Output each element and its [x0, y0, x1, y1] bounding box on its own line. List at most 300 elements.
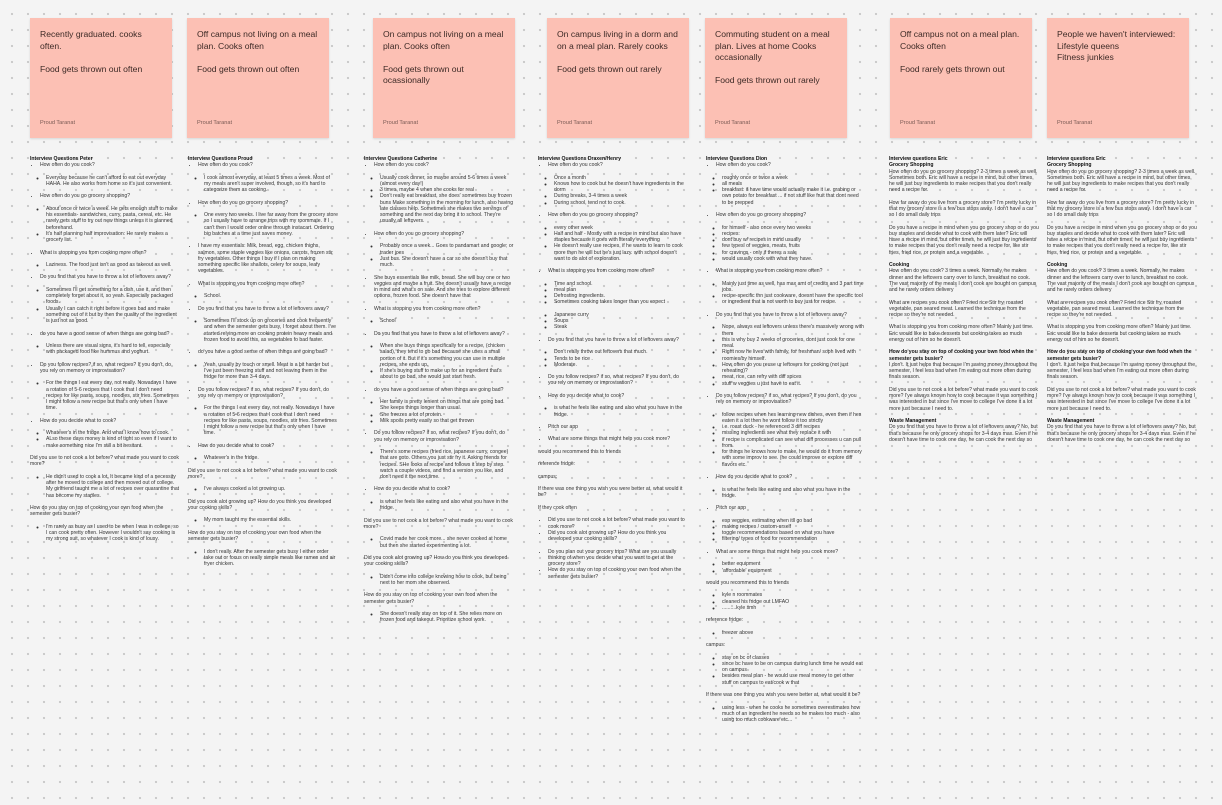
interview-text-block[interactable]	[364, 156, 514, 630]
question-list	[706, 549, 864, 555]
question-item: • She buys essentials like milk, bread. She will buy one or two veggies and maybe a fruit. She doesn't usually have a recipe in mind and what's on sale. And she tries to explore different options, frozen food. She doesn't have that	[374, 275, 514, 300]
sticky-note[interactable]	[1047, 18, 1189, 138]
question-item: • What is stopping you from cooking more often?	[198, 281, 338, 287]
answer-item: ◦ There's some recipes (fried rice, japanese curry, congee) that are goto. Others,you just stir fry it. Asking friends for recipes. SHe looks at recipe and follows it step by step. watch a couple videos, and find a version you like, and don't need it the next time.	[380, 449, 514, 480]
question-paragraph: How often do you go grocery shopping? 2-3 times a week as well. Sometimes both. Eric will have a recipe in mind, but other times, he will just buy ingredients to make recipes that you don't really need a recipe for.	[889, 168, 1038, 194]
answer-item: ◦ if recipe is complicated can see what diff processes u can pull from.	[722, 437, 864, 450]
question-paragraph: If there was one thing you wish you were better at, what would it be?	[706, 692, 861, 699]
question-paragraph: How often do you go grocery shopping? 2-3 times a week as well. Sometimes both. Eric will have a recipe in mind, but other times, he will just buy ingredients to make recipes that you don't really need a recipe for.	[1047, 168, 1196, 194]
answer-list	[188, 212, 338, 237]
sticky-note-text: On campus living in a dorm and on a meal plan. Rarely cooks Food gets thrown out rarely	[557, 29, 678, 74]
answer-item: ◦ My mom taught my the essential skills.	[204, 517, 338, 523]
answer-item: ◦ 'affordable' equipment	[722, 568, 864, 574]
answer-list	[30, 262, 180, 268]
answer-list	[364, 449, 514, 480]
interview-text-block[interactable]	[706, 156, 864, 730]
question-list	[188, 162, 338, 168]
answer-list	[706, 518, 864, 543]
question-item: • How often do you go grocery shopping?	[40, 193, 180, 199]
question-item: • How often do you cook?	[198, 162, 338, 168]
answer-item: ◦ I cook almost everyday, at least 5 times a week. Most of my meals aren't super involved, though, so it's hard to categorize them as cooking.	[204, 175, 338, 194]
answer-item: ◦ Just bus. She doesn't have a car so she doesn't buy that much.	[380, 256, 514, 269]
answer-item: ◦ follow recipes when hes learning new dishes, even then if hes eaten it a lot then he wont follow it too strictly	[722, 412, 864, 425]
question-item: • How often do you go grocery shopping?	[374, 231, 514, 237]
answer-item: ◦ During school, tend not to cook.	[554, 200, 688, 206]
question-list	[538, 337, 688, 343]
question-item: • Do you follow recipes? if so, what recipes? If you don't, do you rely on memory or improvisation?	[716, 393, 864, 406]
section-title: Interview Questions Draxen/Henry	[538, 156, 621, 162]
question-item: • How often do you go grocery shopping?	[198, 200, 338, 206]
answer-list	[364, 399, 514, 424]
question-item: • How do you decide what to cook?	[548, 393, 688, 399]
answer-list	[706, 225, 864, 263]
question-item: • Pitch our app	[548, 424, 688, 430]
question-item: • Do you follow recipes? if so, what recipes? If you don't, do you rely on memory or improvisation?	[40, 362, 180, 375]
answer-item: ◦ Nope, always eat leftovers unless there's massively wrong with them	[722, 324, 864, 337]
question-paragraph: Do you have a recipe in mind when you go grocery shop or do you buy staples and decide what to cook with them later? Eric will have a recipe in mind, but other times, he will just buy ingredients to make recipes that you don't really need a recipe for, like stir fries, fried rice, or protein and a vegetable.	[889, 224, 1039, 256]
question-list	[706, 505, 864, 511]
question-item: • Did you use to not cook a lot before? what made you want to cook more?	[548, 517, 688, 530]
answer-item: ◦ Japanese curry	[554, 312, 688, 318]
question-item: • Do you find that you have to throw a lot of leftovers away?	[548, 337, 688, 343]
answer-list	[188, 486, 338, 492]
answer-item: ◦ Moderate.	[554, 362, 688, 368]
answer-item: ◦ breakfast: if have time would actually make it i.e. grabing or own potato for breakfast ... if not stuff like fruit that dont need to be prepped	[722, 187, 864, 206]
question-paragraph: Did you use to not cook a lot before? what made you want to cook more?	[30, 455, 179, 468]
question-item: • Pitch our app	[716, 505, 864, 511]
answer-list	[538, 281, 688, 306]
question-item: • do you have a good sense of when things are going bad?	[198, 349, 338, 355]
answer-item: ◦ He doesn't really use recipes, if he wants to learn to cook more then he will but he's just lazy. with school doesn't want to do alot of exploration.	[554, 243, 688, 262]
answer-item: ◦ meal plan	[554, 287, 688, 293]
question-item: • How do you decide what to cook?	[374, 486, 514, 492]
question-item: • Do you follow recipes? if so, what recipes? If you don't, do you rely on memory or improvisation?	[198, 387, 338, 400]
question-paragraph: If there was one thing you wish you were better at, what would it be?	[538, 486, 683, 499]
answer-list	[188, 175, 338, 194]
answer-item: ◦ recipe-specific thn just cookware, doesnt have the specific tool or ingredient that is not worth to buy just for recipe.	[722, 293, 864, 306]
sticky-note-author: Proud Taranat	[557, 120, 593, 126]
answer-list	[188, 318, 338, 343]
sticky-note-text: Recently graduated. cooks often. Food gets thrown out often	[40, 29, 143, 74]
answer-item: ◦ Laziness. The food just isn't as good as takeout as well.	[46, 262, 180, 268]
interview-text-block[interactable]	[1047, 156, 1197, 449]
question-paragraph: Did you use to not cook a lot before? what made you want to cook more? I've always known how to cook because it was something I was interested in but since I've move to college I've done it a lot more just because I need to.	[889, 386, 1038, 412]
answer-list	[706, 412, 864, 468]
answer-list	[188, 405, 338, 436]
question-item: • How often do you cook?	[374, 162, 514, 168]
answer-item: ◦ I'm rarely as busy as I used to be when I was in college, so I can cook pretty often. However I wouldn't say cooking is my strong suit, so whatever I cook is kind of lousy.	[46, 524, 180, 543]
answer-list	[706, 561, 864, 574]
answer-list	[30, 206, 180, 244]
question-list	[706, 474, 864, 480]
answer-item: ◦ I've always cooked a lot growing up.	[204, 486, 338, 492]
answer-item: ◦ Yeah, usually by touch or smell. Meat is a bit harder but I've just been freezing stuff and not leaving them in the fridge for more than 3-4 days.	[204, 362, 338, 381]
answer-item: ◦ since bc have to be on campus during lunch time he would eat on campus	[722, 661, 864, 674]
answer-list	[706, 324, 864, 387]
question-list	[188, 349, 338, 355]
question-paragraph: I don't. It just helps that because I'm saving money throughout the semester, I feel less bad when I'm eating out more often during finals season.	[1047, 361, 1196, 381]
question-paragraph: would you recommend this to friends	[706, 580, 789, 586]
question-list	[538, 162, 688, 168]
answer-list	[706, 281, 864, 306]
answer-item: ◦ this is why buy 2 weeks of groceries, dont just cook for one meal.	[722, 337, 864, 350]
section-title: Cooking	[889, 262, 910, 269]
sticky-note-author: Proud Taranat	[900, 120, 936, 126]
question-list	[364, 387, 514, 393]
question-item: • do you have a good sense of when things are going bad?	[40, 331, 180, 337]
answer-item: ◦ About once or twice a week. He gets enough stuff to make his essentials- sandwiches, curry, pasta, cereal, etc. He rarely gets stuff to try out new things unless it is planned beforehand.	[46, 206, 180, 231]
answer-list	[538, 405, 688, 418]
question-list	[538, 424, 688, 430]
question-item: • What are some things that might help you cook more?	[716, 549, 864, 555]
section-title: Interview Questions Catherine	[364, 156, 438, 162]
question-paragraph: How far away do you live from a grocery store? I'm pretty lucky in that my grocery store is a few bus stops away. I don't have a car so I do small daily trips	[1047, 199, 1195, 219]
question-list	[364, 331, 514, 337]
question-paragraph: reference fridge:	[538, 461, 576, 468]
answer-item: ◦ kyle n roommates	[722, 592, 864, 598]
answer-item: ◦ toggle recommendations based on what you have	[722, 530, 864, 536]
answer-item: ◦ During breaks, 3-4 times a week	[554, 193, 688, 199]
answer-item: ◦ cleaned his fridge out LMFAO	[722, 599, 864, 605]
question-paragraph: campus:	[538, 473, 558, 480]
answer-item: ◦ better equipment	[722, 561, 864, 567]
question-item: • What is stopping you from cooking more often?	[716, 268, 864, 274]
question-list	[538, 393, 688, 399]
answer-item: ◦ i.e. roast duck - he referenced 3 diff recipes	[722, 424, 864, 430]
question-item: • What are some things that might help you cook more?	[548, 436, 688, 442]
answer-list	[364, 318, 514, 324]
sticky-note-text: Off campus not living on a meal plan. Cooks often Food gets thrown out often	[197, 29, 318, 74]
answer-list	[538, 349, 688, 368]
answer-item: ◦ Sometimes I'll stock up on groceries and cook frequently and when the semester gets busy, I forget about them. I've started relying more on cooking protein heavy meals and frozen food to avoid this, as vegetables fo bad faster.	[204, 318, 338, 343]
answer-item: ◦ She doesn't really stay on top of it. She relies more on frozen food and takeout. Prioritize school work.	[380, 611, 514, 624]
section-title: Grocery Shopping	[1047, 162, 1092, 169]
question-list	[188, 243, 338, 274]
question-paragraph: Did you use to not cook a lot before? what made you want to cook more? I've always known how to cook because it was something I was interested in but since I've move to college I've done it a lot more just because I need to.	[1047, 386, 1196, 412]
answer-item: ◦ Time and school.	[554, 281, 688, 287]
answer-item: ◦ For the things I eat every day, not really. Nowadays I have a rotation of 5-6 recipes that I cook that I don't need recipes for like pasta, soups, noodles, stir fries. Sometimes I might follow a new recipe but that's only when I have time.	[46, 380, 180, 411]
question-paragraph: Did you cook alot growing up? How do you think you developed your cooking skills?	[188, 498, 332, 511]
answer-item: ◦ missing ingredients see what they replace it with	[722, 430, 864, 436]
question-item: • How do you decide what to cook?	[716, 474, 864, 480]
question-list	[706, 393, 864, 406]
question-paragraph: How far away do you live from a grocery store? I'm pretty lucky in that my grocery store is a few bus stops away. I don't have a car so I do small daily trips	[889, 199, 1037, 219]
answer-item: ◦ Her family is pretty lenient on things that are going bad. She keeps things longer than usual.	[380, 399, 514, 412]
question-list	[30, 162, 180, 168]
answer-item: ◦ ..........kyle smh	[722, 605, 864, 611]
sticky-note-author: Proud Taranat	[715, 120, 751, 126]
answer-item: ◦ meat, rice, can refry with diff spices	[722, 374, 864, 380]
answer-item: ◦ I don't really. After the semester gets busy I either order take out or focus on really simple meals like ramen and air fryer chicken.	[204, 549, 338, 568]
answer-item: ◦ Milk spoils pretty easily so that get thrown	[380, 418, 514, 424]
question-list	[30, 362, 180, 375]
question-item: • How often do you go grocery shopping?	[716, 212, 864, 218]
question-list	[364, 306, 514, 312]
answer-item: ◦ is what he feels like eating and also what you have in the fridge.	[722, 487, 864, 500]
answer-item: ◦ Mainly just time as well, has max amt of credits and 3 part time jobs.	[722, 281, 864, 294]
question-list	[538, 517, 688, 542]
answer-item: ◦ Defrosting ingredients.	[554, 293, 688, 299]
section-title: Interview Questions Proud	[188, 156, 253, 162]
answer-item: ◦ is what he feels like eating and also what you have in the fridge.	[554, 405, 688, 418]
answer-item: ◦ besides meal plan - he would use meal money to get other stuff on campus to eat/cook w that	[722, 673, 864, 686]
answer-item: ◦ Whatever's in the fridge.	[204, 455, 338, 461]
answer-item: ◦ recipes:	[722, 231, 864, 237]
answer-list	[188, 549, 338, 568]
sticky-note[interactable]	[373, 18, 515, 138]
question-list	[706, 162, 864, 168]
answer-list	[364, 175, 514, 225]
section-title: Waste Management	[889, 418, 937, 424]
question-paragraph: Do you find that you have to throw a lot of leftovers away? No, but that's because he only grocery shops for 3-4 days max. Even if he doesn't have time to cook one day, he can cook the next day so	[1047, 424, 1196, 443]
question-item: • What is stopping you from cooking more often?	[40, 250, 180, 256]
answer-item: ◦ If she's buying stuff to make up for an ingredient that's about to go bad, she would just start fresh.	[380, 368, 514, 381]
answer-item: ◦ Everyday because he can't afford to eat out everyday HAHA. He also works from home so it's just convenient.	[46, 175, 180, 188]
answer-item: ◦ using less - when he cooks he sometimes overestimates how much of an ingredient he needs so he makes too much - also using too much cookware etc...	[722, 705, 864, 724]
section-title: Interview questions Eric	[889, 156, 948, 162]
interview-text-block[interactable]	[30, 156, 180, 549]
question-paragraph: If they cook often	[538, 504, 577, 511]
answer-item: ◦ Steak	[554, 324, 688, 330]
interview-text-block[interactable]	[889, 156, 1039, 449]
question-paragraph: How do you stay on top of cooking your own food when the semester gets busier?	[188, 529, 322, 543]
question-item: • How do you stay on top of cooking your own food when the semester gets busier?	[548, 567, 688, 580]
answer-item: ◦ few typesl of veggies, meats, fruits	[722, 243, 864, 249]
answer-list	[30, 524, 180, 543]
answer-item: ◦ School	[380, 318, 514, 324]
section-title: Waste Management	[1047, 418, 1095, 424]
question-list	[538, 268, 688, 274]
question-paragraph: Do you have a recipe in mind when you go grocery shop or do you buy staples and decide what to cook with them later? Eric will have a recipe in mind, but other times, he will just buy ingredients to make recipes that you don't really need a recipe for, like stir fries, fried rice, or protein and a vegetable.	[1047, 224, 1197, 256]
section-title: How do you stay on top of cooking your own food when the semester gets busier?	[889, 349, 1034, 362]
sticky-note[interactable]	[30, 18, 172, 138]
answer-item: ◦ Didn't come into college knowing how to cook, but being next to her mom she observed.	[380, 574, 514, 587]
sticky-note[interactable]	[705, 18, 847, 138]
answer-item: ◦ Covid made her cook more... she never cooked at home but then she started experimenting a lot.	[380, 536, 514, 549]
answer-item: ◦ Unless there are visual signs, it's hard to tell, especially with packaged food like hummus and yoghurt.	[46, 343, 180, 356]
question-paragraph: How do you stay on top of cooking your own food when the semester gets busier?	[364, 592, 498, 605]
question-paragraph: reference fridge:	[706, 617, 744, 624]
answer-item: ◦ How often do you reuse ur leftovers for cooking (not just reheating)?	[722, 362, 864, 375]
answer-list	[30, 474, 180, 499]
question-list	[538, 212, 688, 218]
answer-item: ◦ stuff w veggies u just have to eat it.	[722, 381, 864, 387]
question-list	[364, 231, 514, 237]
question-paragraph: How often do you cook? 3 times a week. Normally, he makes dinner and the leftovers carry over to lunch, breakfast no cook. The vast majority of the meals I don't cook are bought on campus and he rarely orders delivery	[1047, 268, 1195, 294]
answer-list	[30, 287, 180, 325]
sticky-note[interactable]	[187, 18, 329, 138]
answer-item: ◦ Right now he lives with family, for freshman/ soph lived with roomies/by himself.	[722, 349, 864, 362]
answer-list	[706, 592, 864, 611]
answer-list	[706, 175, 864, 206]
answer-list	[30, 430, 180, 449]
sticky-note-text: On campus not living on a meal plan. Cooks often Food gets thrown out ocassionally	[383, 29, 504, 86]
section-title: Grocery Shopping	[889, 162, 934, 169]
answer-list	[188, 517, 338, 523]
answer-list	[538, 225, 688, 263]
answer-list	[364, 536, 514, 549]
answer-item: ◦ for himself - also once every two weeks	[722, 225, 864, 231]
answer-item: ◦ When she buys things specifically for a recipe, (chicken salad), they tend to go bad because she uses a small portion of it. But if it's something you can use in multiple recipes, she ends up.	[380, 343, 514, 368]
question-item: • How often do you go grocery shopping?	[548, 212, 688, 218]
section-title: How do you stay on top of cooking your own food when the semester gets busier?	[1047, 349, 1192, 362]
sticky-note-text: Commuting student on a meal plan. Lives at home Cooks occasionally Food gets thrown out rarely	[715, 29, 830, 86]
question-list	[364, 275, 514, 300]
answer-list	[188, 362, 338, 381]
question-list	[188, 387, 338, 400]
section-title: Interview Questions Peter	[30, 156, 93, 162]
question-item: • do you have a good sense of when things are going bad?	[374, 387, 514, 393]
question-item: • Do you follow recipes? if so, what recipes? If you don't, do you rely on memory or improvisation?	[374, 430, 514, 443]
answer-item: ◦ filtering/ types of food for recommendation	[722, 536, 864, 542]
question-paragraph: What are recipes you cook often? Fried rice Stir fry, roasted vegetable, pan seared meat. Learned the technique from the recipe so they're not needed.	[889, 299, 1026, 318]
question-item: • Do you plan out your grocery trips? What are you usually thinking of when you decide what you want to get at the grocery store?	[548, 549, 688, 568]
question-paragraph: How often do you cook? 3 times a week. Normally, he makes dinner and the leftovers carry over to lunch, breakfast no cook. The vast majority of the meals I don't cook are bought on campus and he rarely orders delivery	[889, 268, 1037, 294]
section-title: Interview Questions Dion	[706, 156, 768, 162]
question-item: • I have my essentials: Milk, bread, egg, chicken thighs, salmon, some staple veggies like onions, carrots, frozen stir fry vegetables. Other things I buy if I plan on making something specific like shallots, celery for soups, leafy vegetables.	[198, 243, 338, 274]
question-item: • How often do you cook?	[716, 162, 864, 168]
answer-item: ◦ She freezes a lot of protein.	[380, 412, 514, 418]
question-item: • Do you find that you have to throw a lot of leftovers away?	[198, 306, 338, 312]
question-list	[188, 281, 338, 287]
answer-item: ◦ Don't really throw out leftovers that much.	[554, 349, 688, 355]
answer-item: ◦ Half and half - Mostly with a recipe in mind but also have staples because it goes with literally everything	[554, 231, 688, 244]
question-list	[30, 418, 180, 424]
answer-item: ◦ Sometimes cooking takes longer than you expect	[554, 299, 688, 305]
answer-list	[706, 630, 864, 636]
question-paragraph: campus:	[706, 642, 726, 649]
question-paragraph: Did you cook alot growing up? How do you think you developed your cooking skills?	[364, 554, 508, 568]
sticky-note[interactable]	[547, 18, 689, 138]
answer-list	[30, 343, 180, 356]
sticky-note-author: Proud Taranat	[1057, 120, 1093, 126]
answer-item: ◦ Whatever's in the fridge. And what I know how to cook.	[46, 430, 180, 436]
question-list	[30, 250, 180, 256]
question-item: • Did you cook alot growing up? How do you think you developed your cooking skills?	[548, 530, 688, 543]
question-item: • What is stopping you from cooking more often?	[548, 268, 688, 274]
answer-item: ◦ for things he knows how to make, he would do it from memory with some improv to see. (he could improve or explore diff flavors etc.	[722, 449, 864, 468]
question-paragraph: How do you stay on top of cooking your own food when the semester gets busier?	[30, 505, 164, 518]
answer-item: ◦ esp veggies, estimating when itll go bad	[722, 518, 864, 524]
question-paragraph: What are recipes you cook often? Fried rice Stir fry, roasted vegetable, pan seared meat. Learned the technique from the recipe so they're not needed.	[1047, 299, 1184, 318]
answer-item: ◦ making recipes / custom-urself	[722, 524, 864, 530]
question-paragraph: Did you use to not cook a lot before? what made you want to cook more?	[188, 467, 337, 480]
answer-item: ◦ for cravings - only if theres a sale	[722, 250, 864, 256]
answer-list	[188, 455, 338, 461]
answer-item: ◦ is what he feels like eating and also what you have in the fridge.	[380, 499, 514, 512]
answer-item: ◦ dont buy w/ recipes in mind usually	[722, 237, 864, 243]
answer-list	[706, 487, 864, 500]
question-list	[30, 331, 180, 337]
question-paragraph: Did you use to not cook a lot before? what made you want to cook more?	[364, 517, 513, 530]
question-list	[30, 193, 180, 199]
answer-item: ◦ Knows how to cook but he doesn't have ingredients in the dorm	[554, 181, 688, 194]
answer-item: ◦ Don't really eat breakfast, she does' sometimes buy frozen buns Make something in the morning for lunch, also having late classes help. Sometimes she makes two servings of something and the next day bring it to school. They're usually all leftovers.	[380, 193, 514, 224]
answer-list	[538, 312, 688, 331]
question-item: • Do you find that you have to throw a lot of leftovers away?	[374, 331, 514, 337]
answer-list	[538, 175, 688, 206]
question-list	[364, 430, 514, 443]
sticky-note-text: People we haven't interviewed: Lifestyle queens Fitness junkies	[1057, 29, 1176, 63]
question-item: • How often do you cook?	[548, 162, 688, 168]
question-list	[538, 436, 688, 442]
question-paragraph: Do you find that you have to throw a lot of leftovers away? No, but that's because he only grocery shops for 3-4 days max. Even if he doesn't have time to cook one day, he can cook the next day so	[889, 424, 1038, 443]
answer-item: ◦ Usually I can catch it right before it goes bad and make something out of it but by then the quality of the ingredient is just not as good.	[46, 306, 180, 325]
answer-item: ◦ every other week	[554, 225, 688, 231]
question-list	[538, 549, 688, 580]
sticky-note-author: Proud Taranat	[40, 120, 76, 126]
answer-item: ◦ Probably once a week... Goes to pandamart and google; or trader joes	[380, 243, 514, 256]
answer-item: ◦ roughly once or twice a week	[722, 175, 864, 181]
answer-item: ◦ He didn't used to cook a lot. It became kind of a necessity after he moved to college and then moved out of college. My girlfriend taught me a lot of recipes over quarantine that has become my staples.	[46, 474, 180, 499]
sticky-note-author: Proud Taranat	[197, 120, 233, 126]
sticky-note-text: Off campus not on a meal plan. Cooks often Food rarely gets thrown out	[900, 29, 1020, 74]
question-item: • Do you follow recipes? if so, what recipes? If you don't, do you rely on memory or improvisation?	[548, 374, 688, 387]
question-paragraph: What is stopping you from cooking more often? Mainly just time. Eric would like to bake desserts but cooking takes so much energy out of him so he doesn't.	[1047, 324, 1192, 343]
question-item: • How often do you cook?	[40, 162, 180, 168]
question-item: • How do you decide what to cook?	[40, 418, 180, 424]
question-list	[188, 443, 338, 449]
answer-list	[30, 175, 180, 188]
question-list	[706, 312, 864, 318]
question-list	[30, 274, 180, 280]
answer-list	[706, 705, 864, 724]
answer-list	[706, 655, 864, 686]
answer-item: ◦ School.	[204, 293, 338, 299]
answer-item: ◦ stay on bc of classes	[722, 655, 864, 661]
question-item: • Do you find that you have to throw a lot of leftovers away?	[40, 274, 180, 280]
interview-text-block[interactable]	[188, 156, 338, 573]
answer-item: ◦ Soups	[554, 318, 688, 324]
answer-list	[188, 293, 338, 299]
answer-item: ◦ For the things I eat every day, not really. Nowadays I have a rotation of 5-6 recipes that I cook that I don't need recipes for like pasta, soups, noodles, stir fries. Sometimes I might follow a new recipe but that's only when I have time.	[204, 405, 338, 436]
sticky-note[interactable]	[890, 18, 1032, 138]
question-item: • What is stopping you from cooking more often?	[374, 306, 514, 312]
answer-item: ◦ would usually cook with what they have.	[722, 256, 864, 262]
interview-text-block[interactable]	[538, 156, 688, 586]
answer-item: ◦ Tends to be rice .	[554, 356, 688, 362]
question-item: • Do you find that you have to throw a lot of leftovers away?	[716, 312, 864, 318]
question-list	[364, 162, 514, 168]
question-paragraph: I don't. It just helps that because I'm saving money throughout the semester, I feel less bad when I'm eating out more often during finals season.	[889, 361, 1038, 381]
answer-list	[364, 574, 514, 587]
question-list	[706, 268, 864, 274]
section-title: Cooking	[1047, 262, 1068, 269]
answer-item: ◦ 3 times, maybe 4 when she cooks for real	[380, 187, 514, 193]
question-list	[188, 200, 338, 206]
answer-item: ◦ freezer above	[722, 630, 864, 636]
answer-list	[364, 243, 514, 268]
answer-list	[30, 380, 180, 411]
sticky-note-author: Proud Taranat	[383, 120, 419, 126]
answer-list	[364, 499, 514, 512]
answer-item: ◦ Sometimes I'll get something for a dish, use it, and then completely forget about it, so yeah. Especially packaged foods.	[46, 287, 180, 306]
answer-list	[364, 343, 514, 381]
answer-item: ◦ Usually cook dinner, so maybe around 5-6 times a week (almost every day!)	[380, 175, 514, 188]
answer-item: ◦ all meals	[722, 181, 864, 187]
answer-item: ◦ It's half planning half improvisation: He rarely makes a grocery list.	[46, 231, 180, 244]
question-paragraph: would you recommend this to friends	[538, 448, 621, 455]
question-list	[706, 212, 864, 218]
answer-item: ◦ Once a month	[554, 175, 688, 181]
question-paragraph: What is stopping you from cooking more often? Mainly just time. Eric would like to bake desserts but cooking takes so much energy out of him so he doesn't.	[889, 324, 1034, 343]
answer-list	[364, 611, 514, 624]
question-list	[538, 374, 688, 387]
answer-item: ◦ ALso these days money is kind of tight so even if I want to make something nice I'm still a bit hesitant.	[46, 436, 180, 449]
answer-item: ◦ One every two weeks. I live far away from the grocery store so I usually have to arrange trips with my roommate. If I can't then I would order online through instacart. Ordering big batches at a time just saves money.	[204, 212, 338, 237]
question-list	[188, 306, 338, 312]
question-item: • How do you decide what to cook?	[198, 443, 338, 449]
